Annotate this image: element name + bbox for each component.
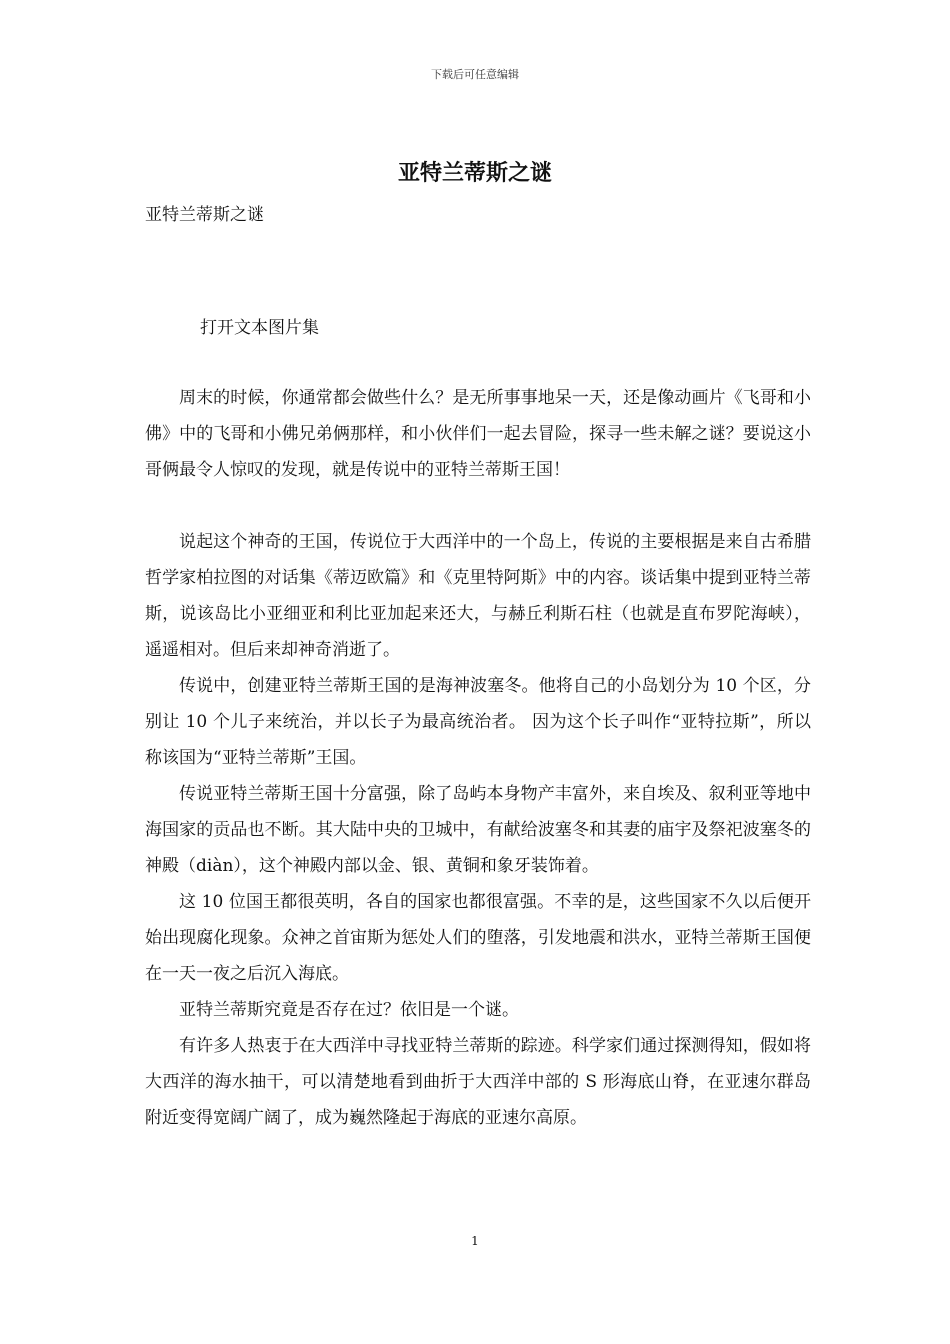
paragraph: 传说中，创建亚特兰蒂斯王国的是海神波塞冬。他将自己的小岛划分为 10 个区，分别让 10 个儿子来统治，并以长子为最高统治者。 因为这个长子叫作“亚特拉斯”，所以称该国为“亚特兰蒂斯”王国。 (145, 676, 811, 768)
paragraph: 有许多人热衷于在大西洋中寻找亚特兰蒂斯的踪迹。科学家们通过探测得知，假如将大西洋的海水抽干，可以清楚地看到曲折于大西洋中部的 S 形海底山脊，在亚速尔群岛附近变得宽阔广阔了，成为巍然隆起于海底的亚速尔高原。 (145, 1036, 811, 1128)
paragraph: 说起这个神奇的王国，传说位于大西洋中的一个岛上，传说的主要根据是来自古希腊哲学家柏拉图的对话集《蒂迈欧篇》和《克里特阿斯》中的内容。谈话集中提到亚特兰蒂斯，说该岛比小亚细亚和利比亚加起来还大，与赫丘利斯石柱（也就是直布罗陀海峡），遥遥相对。但后来却神奇消逝了。 (145, 532, 811, 660)
header-note: 下载后可任意编辑 (431, 68, 519, 81)
paragraph: 传说亚特兰蒂斯王国十分富强，除了岛屿本身物产丰富外，来自埃及、叙利亚等地中海国家的贡品也不断。其大陆中央的卫城中，有献给波塞冬和其妻的庙宇及祭祀波塞冬的神殿（diàn），这个神殿内部以金、银、黄铜和象牙装饰着。 (145, 784, 811, 876)
document-title: 亚特兰蒂斯之谜 (397, 160, 552, 186)
document-subtitle: 亚特兰蒂斯之谜 (145, 205, 264, 225)
paragraph: 周末的时候，你通常都会做些什么？是无所事事地呆一天，还是像动画片《飞哥和小佛》中的飞哥和小佛兄弟俩那样，和小伙伴们一起去冒险，探寻一些未解之谜？要说这小哥俩最令人惊叹的发现，就是传说中的亚特兰蒂斯王国！ (145, 388, 811, 480)
page-number: 1 (471, 1234, 479, 1248)
paragraph: 亚特兰蒂斯究竟是否存在过？依旧是一个谜。 (179, 1000, 519, 1020)
article-body (145, 380, 811, 1136)
open-gallery-link[interactable]: 打开文本图片集 (200, 318, 319, 338)
paragraph: 这 10 位国王都很英明，各自的国家也都很富强。不幸的是，这些国家不久以后便开始出现腐化现象。众神之首宙斯为惩处人们的堕落，引发地震和洪水，亚特兰蒂斯王国便在一天一夜之后沉入海底。 (145, 892, 811, 984)
